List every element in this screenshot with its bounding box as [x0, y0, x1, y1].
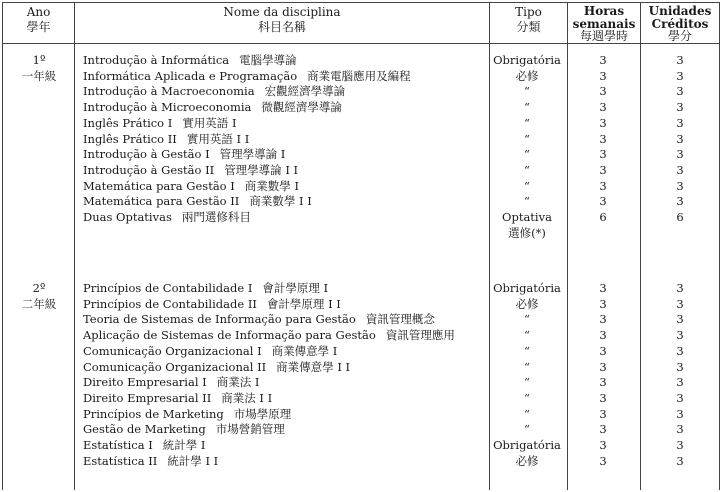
course-type: “: [524, 178, 530, 193]
credit-units: 3: [676, 100, 684, 115]
credit-units: 3: [676, 131, 684, 146]
weekly-hours: 3: [599, 390, 607, 405]
course-row: [83, 179, 299, 195]
header-horas-zh: 每週學時: [579, 29, 628, 43]
course-type: “: [524, 147, 530, 162]
header-ano: [3, 5, 74, 35]
credit-units: 3: [676, 53, 684, 67]
credit-units: 3: [676, 178, 684, 193]
course-type: “: [524, 390, 530, 405]
course-name-pt: Comunicação Organizacional I: [83, 343, 262, 358]
course-name-zh: 商業傳意學 I: [271, 343, 338, 358]
weekly-hours: 3: [599, 281, 607, 295]
weekly-hours: 6: [599, 210, 607, 224]
header-horas-1: Horas: [583, 4, 625, 18]
course-name-pt: Estatística I: [83, 438, 153, 452]
weekly-hours: 3: [599, 194, 607, 209]
course-name-zh: 商業法 I: [216, 375, 260, 390]
header-tipo-zh: 分類: [516, 20, 541, 34]
course-name-pt: Princípios de Contabilidade II: [83, 296, 257, 311]
course-row: [83, 53, 297, 69]
course-type: “: [524, 343, 530, 358]
year-name-zh: 一年級: [21, 68, 57, 83]
course-name-pt: Inglês Prático I: [83, 115, 173, 130]
weekly-hours: 3: [599, 343, 607, 358]
weekly-hours: 3: [599, 406, 607, 421]
course-row: [83, 375, 259, 391]
course-name-pt: Princípios de Contabilidade I: [83, 281, 253, 295]
course-name-pt: Duas Optativas: [83, 210, 172, 224]
weekly-hours: 3: [599, 296, 607, 311]
course-name-zh: 市場學原理: [233, 406, 292, 421]
course-name-pt: Direito Empresarial I: [83, 375, 207, 390]
course-name-zh: 實用英語 I: [182, 115, 237, 130]
course-type: 必修: [515, 453, 539, 468]
course-type: “: [524, 312, 530, 327]
header-ano-pt: Ano: [26, 5, 51, 19]
weekly-hours: 3: [599, 84, 607, 99]
weekly-hours: 3: [599, 147, 607, 162]
course-name-zh: 商業數學 I I: [249, 194, 312, 209]
course-name-pt: Direito Empresarial II: [83, 390, 212, 405]
course-type: 必修: [515, 296, 539, 311]
course-row: [83, 84, 345, 100]
course-name-pt: Introdução à Gestão I: [83, 147, 210, 162]
weekly-hours: 3: [599, 312, 607, 327]
weekly-hours: 3: [599, 68, 607, 83]
course-name-pt: Introdução à Gestão II: [83, 162, 215, 177]
course-name-pt: Introdução à Macroeconomia: [83, 84, 255, 99]
course-type: “: [524, 328, 530, 343]
course-type: “: [524, 422, 530, 437]
credit-units: 3: [676, 438, 684, 452]
header-unidades: [641, 5, 719, 43]
credit-units: 3: [676, 422, 684, 437]
course-type: Obrigatória: [493, 438, 561, 452]
course-row: [83, 391, 272, 407]
credit-units: 3: [676, 406, 684, 421]
column-divider: [489, 3, 490, 490]
course-name-zh: 統計學 I: [162, 438, 206, 452]
course-row: [83, 163, 298, 179]
weekly-hours: 3: [599, 375, 607, 390]
header-divider: [3, 43, 719, 44]
year-number: 1º: [32, 53, 46, 67]
header-unid-1: Unidades: [648, 4, 712, 18]
weekly-hours: 3: [599, 328, 607, 343]
course-row: [83, 69, 411, 85]
header-tipo-pt: Tipo: [515, 5, 542, 19]
weekly-hours: 3: [599, 359, 607, 374]
header-horas-2: semanais: [572, 16, 636, 31]
credit-units: 3: [676, 147, 684, 162]
course-name-zh: 實用英語 I I: [186, 131, 250, 146]
credit-units: 3: [676, 343, 684, 358]
course-type: “: [524, 115, 530, 130]
header-unid-2: Créditos: [651, 16, 709, 31]
credit-units: 3: [676, 390, 684, 405]
course-name-zh: 會計學原理 I I: [266, 296, 341, 311]
weekly-hours: 3: [599, 131, 607, 146]
course-row: [83, 438, 205, 454]
course-name-zh: 電腦學導論: [239, 53, 297, 67]
course-type: Optativa: [502, 210, 552, 224]
course-name-pt: Informática Aplicada e Programação: [83, 68, 298, 83]
credit-units: 3: [676, 359, 684, 374]
header-tipo: [490, 5, 567, 35]
course-name-pt: Teoria de Sistemas de Informação para Gestão: [83, 312, 356, 327]
weekly-hours: 3: [599, 162, 607, 177]
course-type: Obrigatória: [493, 53, 561, 67]
header-nome-pt: Nome da disciplina: [223, 5, 341, 19]
course-name-pt: Inglês Prático II: [83, 131, 177, 146]
header-nome-zh: 科目名稱: [257, 20, 306, 34]
course-table: [2, 2, 720, 490]
course-name-zh: 商業數學 I: [244, 178, 299, 193]
course-row: [83, 344, 337, 360]
course-name-zh: 資訊管理應用: [385, 328, 455, 343]
course-name-pt: Gestão de Marketing: [83, 422, 206, 437]
course-name-zh: 兩門選修科目: [181, 210, 251, 224]
year-name-zh: 二年級: [21, 296, 57, 311]
course-row: [83, 312, 435, 328]
course-name-pt: Aplicação de Sistemas de Informação para Gestão: [83, 328, 376, 343]
course-row: [83, 116, 237, 132]
course-row: [83, 147, 285, 163]
course-type: “: [524, 162, 530, 177]
header-nome: [75, 5, 489, 35]
weekly-hours: 3: [599, 178, 607, 193]
weekly-hours: 3: [599, 453, 607, 468]
credit-units: 3: [676, 296, 684, 311]
course-name-zh: 市場營銷管理: [215, 422, 285, 437]
course-name-pt: Introdução à Microeconomia: [83, 100, 252, 115]
year-label-1: [7, 53, 71, 84]
course-name-pt: Comunicação Organizacional II: [83, 359, 267, 374]
weekly-hours: 3: [599, 438, 607, 452]
course-name-pt: Introdução à Informática: [83, 53, 230, 67]
course-row: [83, 100, 342, 116]
credit-units: 3: [676, 84, 684, 99]
course-name-zh: 宏觀經濟學導論: [264, 84, 346, 99]
weekly-hours: 3: [599, 53, 607, 67]
course-row: [83, 210, 251, 226]
weekly-hours: 3: [599, 100, 607, 115]
course-name-pt: Princípios de Marketing: [83, 406, 224, 421]
credit-units: 3: [676, 328, 684, 343]
course-name-zh: 商業法 I I: [221, 390, 273, 405]
credit-units: 3: [676, 194, 684, 209]
course-type: 選修(*): [508, 225, 546, 240]
credit-units: 3: [676, 281, 684, 295]
course-name-zh: 資訊管理概念: [365, 312, 435, 327]
credit-units: 3: [676, 375, 684, 390]
course-name-zh: 管理學導論 I I: [224, 162, 299, 177]
course-row: [83, 328, 455, 344]
column-divider: [74, 3, 75, 490]
credit-units: 6: [676, 210, 684, 224]
course-row: [83, 360, 350, 376]
course-row: [83, 297, 341, 313]
course-type: “: [524, 84, 530, 99]
course-name-zh: 微觀經濟學導論: [261, 100, 342, 115]
course-name-zh: 會計學原理 I: [262, 281, 329, 295]
course-row: [83, 281, 328, 297]
course-row: [83, 194, 312, 210]
course-type: “: [524, 359, 530, 374]
course-type: “: [524, 194, 530, 209]
course-name-pt: Matemática para Gestão II: [83, 194, 240, 209]
course-type: “: [524, 375, 530, 390]
year-number: 2º: [32, 281, 46, 295]
course-row: [83, 454, 218, 470]
column-divider: [567, 3, 568, 490]
course-name-zh: 商業電腦應用及編程: [307, 68, 411, 83]
course-type: 必修: [515, 68, 539, 83]
course-row: [83, 422, 285, 438]
course-row: [83, 132, 249, 148]
credit-units: 3: [676, 453, 684, 468]
course-type: Obrigatória: [493, 281, 561, 295]
weekly-hours: 3: [599, 422, 607, 437]
credit-units: 3: [676, 68, 684, 83]
course-name-zh: 管理學導論 I: [219, 147, 286, 162]
column-divider: [640, 3, 641, 490]
header-unid-zh: 學分: [667, 29, 692, 43]
year-label-2: [7, 281, 71, 312]
course-name-pt: Estatística II: [83, 453, 158, 468]
course-name-zh: 統計學 I I: [167, 453, 219, 468]
header-ano-zh: 學年: [26, 20, 51, 34]
course-type: “: [524, 406, 530, 421]
weekly-hours: 3: [599, 115, 607, 130]
course-name-pt: Matemática para Gestão I: [83, 178, 235, 193]
credit-units: 3: [676, 162, 684, 177]
course-row: [83, 407, 291, 423]
course-row: [83, 226, 93, 242]
course-type: “: [524, 100, 530, 115]
credit-units: 3: [676, 312, 684, 327]
credit-units: 3: [676, 115, 684, 130]
header-horas: [568, 5, 640, 43]
course-name-zh: 商業傳意學 I I: [276, 359, 351, 374]
course-type: “: [524, 131, 530, 146]
